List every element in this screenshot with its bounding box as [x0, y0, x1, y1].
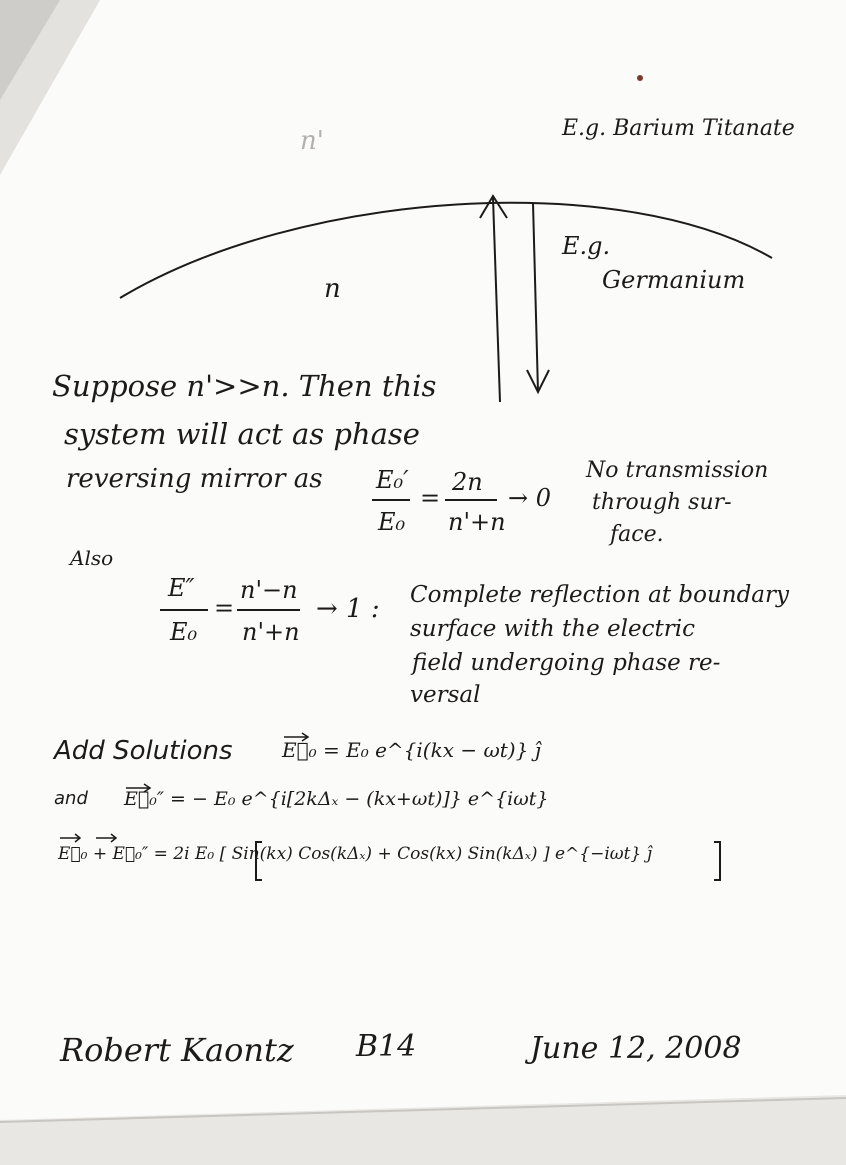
- eq1-limit: → 0: [508, 484, 552, 512]
- eq2-rhs-denominator: n'+n: [242, 618, 300, 646]
- eq2-numerator: E″: [168, 574, 195, 602]
- eq2-equals: =: [214, 594, 235, 622]
- suppose-line2: system will act as phase: [64, 417, 420, 451]
- complete-line3: field undergoing phase re-: [412, 650, 721, 676]
- eq1-rhs-numerator: 2n: [452, 468, 483, 496]
- eq1-numerator: E₀′: [376, 466, 409, 494]
- eq3: E⃗₀ = E₀ e^{i(kx − ωt)} ĵ: [282, 738, 541, 762]
- eq1-equals: =: [420, 484, 441, 512]
- no-transmission-line1: No transmission: [586, 458, 769, 483]
- and-label: and: [54, 788, 88, 809]
- date: June 12, 2008: [530, 1031, 742, 1066]
- eq2-limit: → 1 :: [316, 594, 380, 624]
- eq1-denominator: E₀: [378, 508, 406, 536]
- suppose-line3: reversing mirror as: [66, 464, 323, 494]
- no-transmission-line2: through sur-: [592, 490, 732, 515]
- page-mark: B14: [356, 1029, 417, 1064]
- eq4: E⃗₀″ = − E₀ e^{i[2kΔₓ − (kx+ωt)]} e^{iωt}: [124, 788, 549, 810]
- signature: Robert Kaontz: [60, 1031, 294, 1069]
- n-label: n: [324, 274, 341, 304]
- complete-line1: Complete reflection at boundary: [410, 582, 790, 608]
- complete-line4: versal: [410, 682, 481, 708]
- no-transmission-line3: face.: [610, 522, 664, 547]
- add-solutions-label: Add Solutions: [54, 736, 233, 766]
- lower-example-line2: Germanium: [602, 266, 746, 294]
- eq2-rhs-numerator: n'−n: [240, 576, 298, 604]
- lower-example-line1: E.g.: [562, 232, 611, 260]
- suppose-line1: Suppose n'>>n. Then this: [52, 369, 437, 403]
- complete-line2: surface with the electric: [410, 616, 695, 642]
- also-label: Also: [70, 546, 114, 570]
- eq1-rhs-denominator: n'+n: [448, 508, 506, 536]
- top-example-label: E.g. Barium Titanate: [562, 116, 795, 141]
- eq2-denominator: E₀: [170, 618, 198, 646]
- eq5: E⃗₀ + E⃗₀″ = 2i E₀ [ Sin(kx) Cos(kΔₓ) + Cos(kx) Sin(kΔₓ) ] e^{−iωt} ĵ: [58, 844, 652, 864]
- n-prime-label: n': [300, 126, 324, 156]
